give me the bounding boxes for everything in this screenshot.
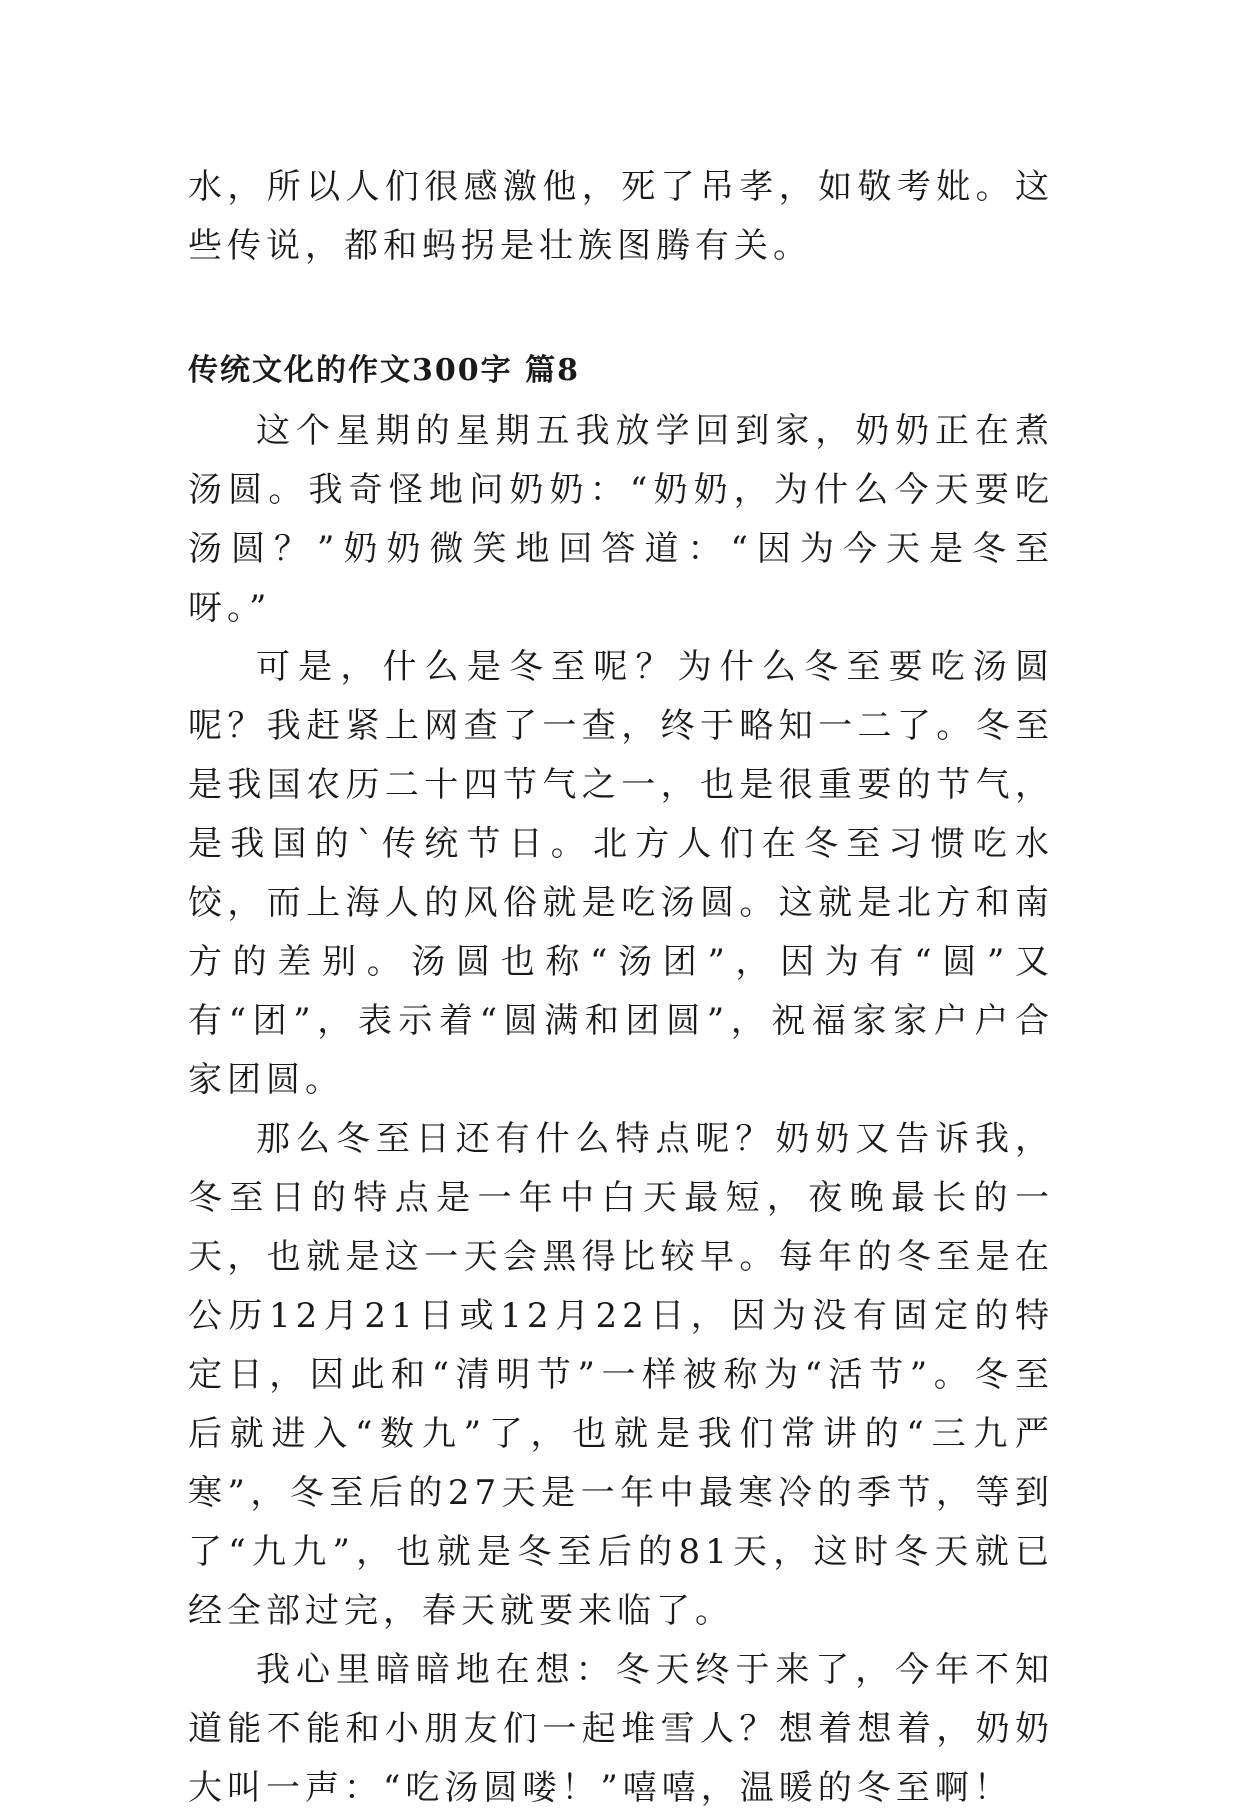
body-paragraph-4: 我心里暗暗地在想：冬天终于来了，今年不知道能不能和小朋友们一起堆雪人？想着想着，奶奶大叫一声：“吃汤圆喽！”嘻嘻，温暖的冬至啊！ bbox=[188, 1650, 1054, 1808]
section-title: 传统文化的作文300字 篇8 bbox=[188, 353, 580, 388]
body-paragraph-3: 那么冬至日还有什么特点呢？奶奶又告诉我，冬至日的特点是一年中白天最短，夜晚最长的一天，也就是这一天会黑得比较早。每年的冬至是在公历12月21日或12月22日，因为没有固定的特定日，因此和“清明节”一样被称为“活节”。冬至后就进入“数九”了，也就是我们常讲的“三九严寒”，冬至后的27天是一年中最寒冷的季节，等到了“九九”，也就是冬至后的81天，这时冬天就已经全部过完，春天就要来临了。 bbox=[188, 1119, 1054, 1631]
body-paragraph-1: 这个星期的星期五我放学回到家，奶奶正在煮汤圆。我奇怪地问奶奶：“奶奶，为什么今天要吃汤圆？”奶奶微笑地回答道：“因为今天是冬至呀。” bbox=[188, 411, 1054, 628]
continuation-paragraph: 水，所以人们很感激他，死了吊孝，如敬考妣。这些传说，都和蚂拐是壮族图腾有关。 bbox=[188, 167, 1054, 266]
document-page bbox=[188, 158, 1054, 1818]
body-paragraph-2: 可是，什么是冬至呢？为什么冬至要吃汤圆呢？我赶紧上网查了一查，终于略知一二了。冬至是我国农历二十四节气之一，也是很重要的节气，是我国的`传统节日。北方人们在冬至习惯吃水饺，而上海人的风俗就是吃汤圆。这就是北方和南方的差别。汤圆也称“汤团”，因为有“圆”又有“团”，表示着“圆满和团圆”，祝福家家户户合家团圆。 bbox=[188, 647, 1054, 1100]
